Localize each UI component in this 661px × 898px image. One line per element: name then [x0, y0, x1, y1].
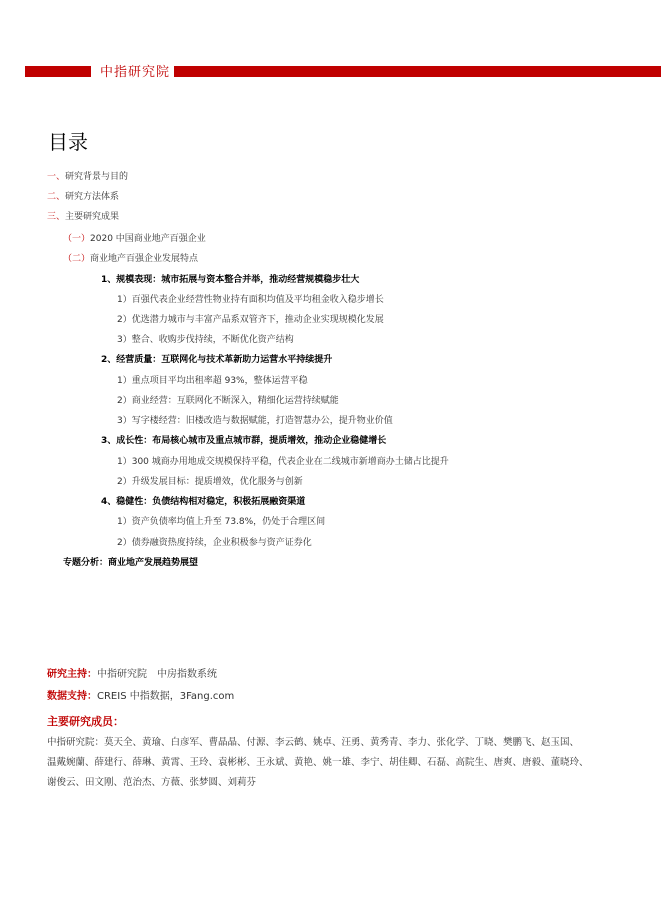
toc-item[interactable]: 三、主要研究成果 [47, 212, 120, 222]
toc-section-heading[interactable]: 3、成长性：布局核心城市及重点城市群，提质增效，推动企业稳健增长 [101, 436, 387, 446]
header-bar-left [25, 66, 91, 77]
toc-subitem[interactable]: 1）重点项目平均出租率超 93%，整体运营平稳 [117, 376, 308, 386]
members-line: 中指研究院：莫天全、黄瑜、白彦军、曹晶晶、付源、李云鹤、姚卓、汪勇、黄秀青、李力、张化学、丁晓、樊鹏飞、赵玉国、 [47, 737, 580, 748]
toc-subitem[interactable]: 1）百强代表企业经营性物业持有面积均值及平均租金收入稳步增长 [117, 295, 384, 305]
toc-item[interactable]: （二）商业地产百强企业发展特点 [63, 254, 199, 264]
data-support-value: CREIS 中指数据，3Fang.com [97, 691, 235, 702]
page-title: 目录 [48, 130, 88, 154]
members-line: 谢俊云、田文刚、范治杰、方薇、张梦圆、刘莉芬 [47, 777, 257, 788]
toc-subitem[interactable]: 2）债券融资热度持续，企业积极参与资产证券化 [117, 538, 312, 548]
members-title: 主要研究成员： [47, 715, 124, 728]
toc-subitem[interactable]: 2）商业经营：互联网化不断深入，精细化运营持续赋能 [117, 396, 339, 406]
toc-special-topic[interactable]: 专题分析：商业地产发展趋势展望 [63, 558, 199, 568]
toc-subitem[interactable]: 3）整合、收购步伐持续，不断优化资产结构 [117, 335, 294, 345]
members-line: 温戴婉蘭、薛建行、薛琳、黄霄、王玲、袁彬彬、王永斌、黄艳、姚一雄、李宁、胡佳卿、石磊、高院生、唐爽、唐毅、董晓玲、 [47, 757, 589, 768]
toc-subitem[interactable]: 2）优选潜力城市与丰富产品系双管齐下，推动企业实现规模化发展 [117, 315, 384, 325]
toc-section-heading[interactable]: 4、稳健性：负债结构相对稳定，积极拓展融资渠道 [101, 497, 306, 507]
toc-item[interactable]: 一、研究背景与目的 [47, 172, 129, 182]
toc-subitem[interactable]: 1）资产负债率均值上升至 73.8%，仍处于合理区间 [117, 517, 326, 527]
toc-subitem[interactable]: 3）写字楼经营：旧楼改造与数据赋能，打造智慧办公，提升物业价值 [117, 416, 393, 426]
toc-subitem[interactable]: 1）300 城商办用地成交规模保持平稳，代表企业在二线城市新增商办土储占比提升 [117, 457, 449, 467]
brand-name: 中指研究院 [100, 65, 171, 80]
toc-item[interactable]: 二、研究方法体系 [47, 192, 120, 202]
research-host-label: 研究主持： [47, 669, 97, 680]
header-bar-right [174, 66, 661, 77]
data-support [47, 690, 234, 704]
research-host-value: 中指研究院 中房指数系统 [97, 669, 217, 680]
data-support-label: 数据支持： [47, 691, 97, 702]
toc-section-heading[interactable]: 1、规模表现：城市拓展与资本整合并举，推动经营规模稳步壮大 [101, 275, 360, 285]
toc-item[interactable]: （一）2020 中国商业地产百强企业 [63, 234, 206, 244]
research-host [47, 668, 217, 682]
toc-subitem[interactable]: 2）升级发展目标：提质增效，优化服务与创新 [117, 477, 303, 487]
toc-section-heading[interactable]: 2、经营质量：互联网化与技术革新助力运营水平持续提升 [101, 355, 333, 365]
